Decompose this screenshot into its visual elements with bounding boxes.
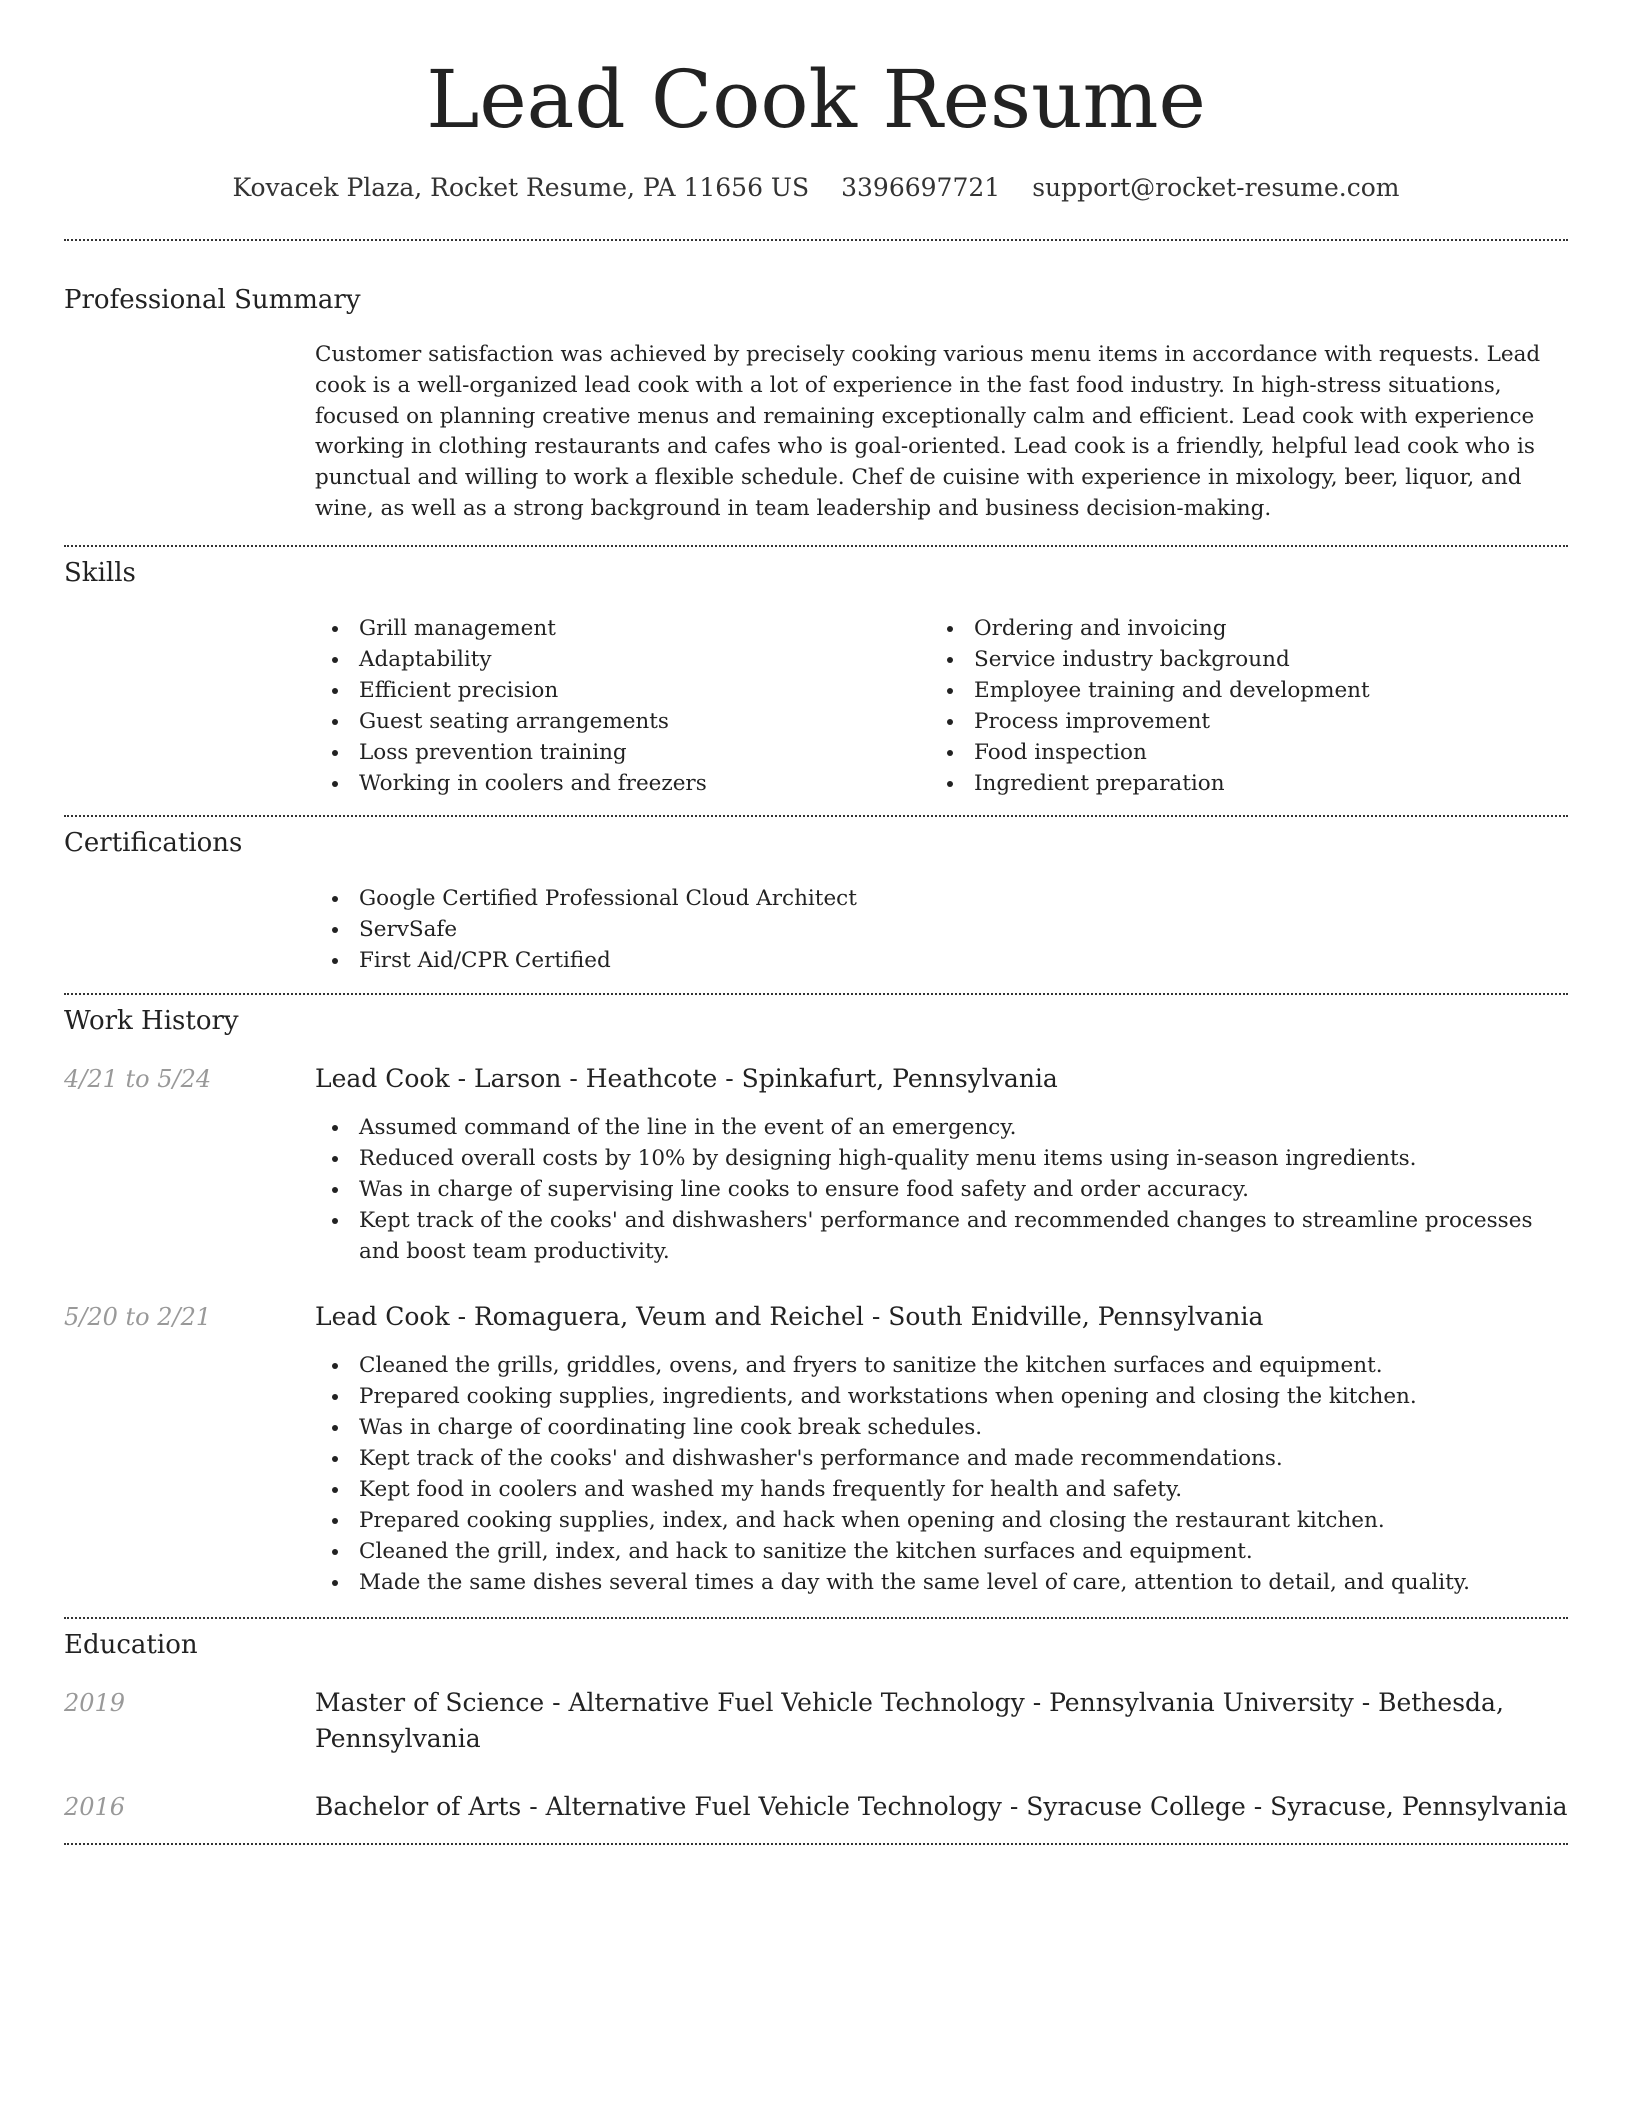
- divider: [64, 1843, 1568, 1845]
- certifications-list: [315, 883, 1568, 976]
- education-year: 2016: [64, 1793, 126, 1821]
- skill-item: Efficient precision: [315, 675, 915, 706]
- job-bullet: Made the same dishes several times a day with the same level of care, attention to detail, and quality.: [315, 1567, 1568, 1598]
- skill-item: Ordering and invoicing: [930, 613, 1530, 644]
- job-title: Lead Cook - Larson - Heathcote - Spinkafurt, Pennsylvania: [315, 1064, 1058, 1093]
- section-title-work-history: Work History: [64, 1006, 239, 1036]
- divider: [64, 815, 1568, 817]
- section-title-summary: Professional Summary: [64, 285, 361, 315]
- section-title-certifications: Certifications: [64, 828, 243, 858]
- resume-title: Lead Cook Resume: [426, 53, 1206, 146]
- job-bullet: Prepared cooking supplies, ingredients, and workstations when opening and closing the kitchen.: [315, 1381, 1568, 1412]
- job-bullet: Was in charge of coordinating line cook break schedules.: [315, 1412, 1568, 1443]
- education-year: 2019: [64, 1689, 126, 1717]
- job-bullets: [315, 1112, 1568, 1267]
- skill-item: Employee training and development: [930, 675, 1530, 706]
- divider: [64, 545, 1568, 547]
- job-dates: 4/21 to 5/24: [64, 1065, 212, 1093]
- job-bullet: Assumed command of the line in the event of an emergency.: [315, 1112, 1568, 1143]
- skill-item: Adaptability: [315, 644, 915, 675]
- job-bullets: [315, 1350, 1568, 1598]
- summary-text: Customer satisfaction was achieved by precisely cooking various menu items in accordance with requests. Lead cook is a well-organized lead cook with a lot of experience in the fast food industry. In high-stress situations, focused on planning creative menus and remaining exceptionally calm and efficient. Lead cook with experience working in clothing restaurants and cafes who is goal-oriented. Lead cook is a friendly, helpful lead cook who is punctual and willing to work a flexible schedule. Chef de cuisine with experience in mixology, beer, liquor, and wine, as well as a strong background in team leadership and business decision-making.: [315, 342, 1541, 521]
- skill-item: Process improvement: [930, 706, 1530, 737]
- job-bullet: Cleaned the grill, index, and hack to sanitize the kitchen surfaces and equipment.: [315, 1536, 1568, 1567]
- skill-item: Food inspection: [930, 737, 1530, 768]
- job-bullet: Kept track of the cooks' and dishwashers' performance and recommended changes to streamline processes and boost team productivity.: [315, 1205, 1568, 1267]
- contact-email: support@rocket-resume.com: [1032, 173, 1400, 202]
- skill-item: Working in coolers and freezers: [315, 768, 915, 799]
- job-bullet: Reduced overall costs by 10% by designing high-quality menu items using in-season ingredients.: [315, 1143, 1568, 1174]
- contact-line: [0, 170, 1632, 206]
- job-dates: 5/20 to 2/21: [64, 1303, 212, 1331]
- job-bullet: Cleaned the grills, griddles, ovens, and fryers to sanitize the kitchen surfaces and equipment.: [315, 1350, 1568, 1381]
- skill-item: Loss prevention training: [315, 737, 915, 768]
- skill-item: Ingredient preparation: [930, 768, 1530, 799]
- skill-item: Grill management: [315, 613, 915, 644]
- section-title-education: Education: [64, 1630, 198, 1660]
- divider: [64, 239, 1568, 241]
- certification-item: First Aid/CPR Certified: [315, 945, 1568, 976]
- contact-address: Kovacek Plaza, Rocket Resume, PA 11656 US: [232, 173, 810, 202]
- skill-item: Guest seating arrangements: [315, 706, 915, 737]
- divider: [64, 1617, 1568, 1619]
- job-bullet: Kept track of the cooks' and dishwasher's performance and made recommendations.: [315, 1443, 1568, 1474]
- contact-phone: 3396697721: [841, 173, 1001, 202]
- skill-item: Service industry background: [930, 644, 1530, 675]
- skills-column-right: [930, 613, 1530, 799]
- education-title: Bachelor of Arts - Alternative Fuel Vehicle Technology - Syracuse College - Syracuse, Pennsylvania: [315, 1792, 1568, 1821]
- skills-column-left: [315, 613, 915, 799]
- divider: [64, 993, 1568, 995]
- section-title-skills: Skills: [64, 558, 136, 588]
- education-title: Master of Science - Alternative Fuel Vehicle Technology - Pennsylvania University - Bethesda, Pennsylvania: [315, 1688, 1504, 1753]
- certification-item: Google Certified Professional Cloud Architect: [315, 883, 1568, 914]
- job-bullet: Prepared cooking supplies, index, and hack when opening and closing the restaurant kitchen.: [315, 1505, 1568, 1536]
- job-title: Lead Cook - Romaguera, Veum and Reichel - South Enidville, Pennsylvania: [315, 1302, 1264, 1331]
- certification-item: ServSafe: [315, 914, 1568, 945]
- job-bullet: Kept food in coolers and washed my hands frequently for health and safety.: [315, 1474, 1568, 1505]
- job-bullet: Was in charge of supervising line cooks to ensure food safety and order accuracy.: [315, 1174, 1568, 1205]
